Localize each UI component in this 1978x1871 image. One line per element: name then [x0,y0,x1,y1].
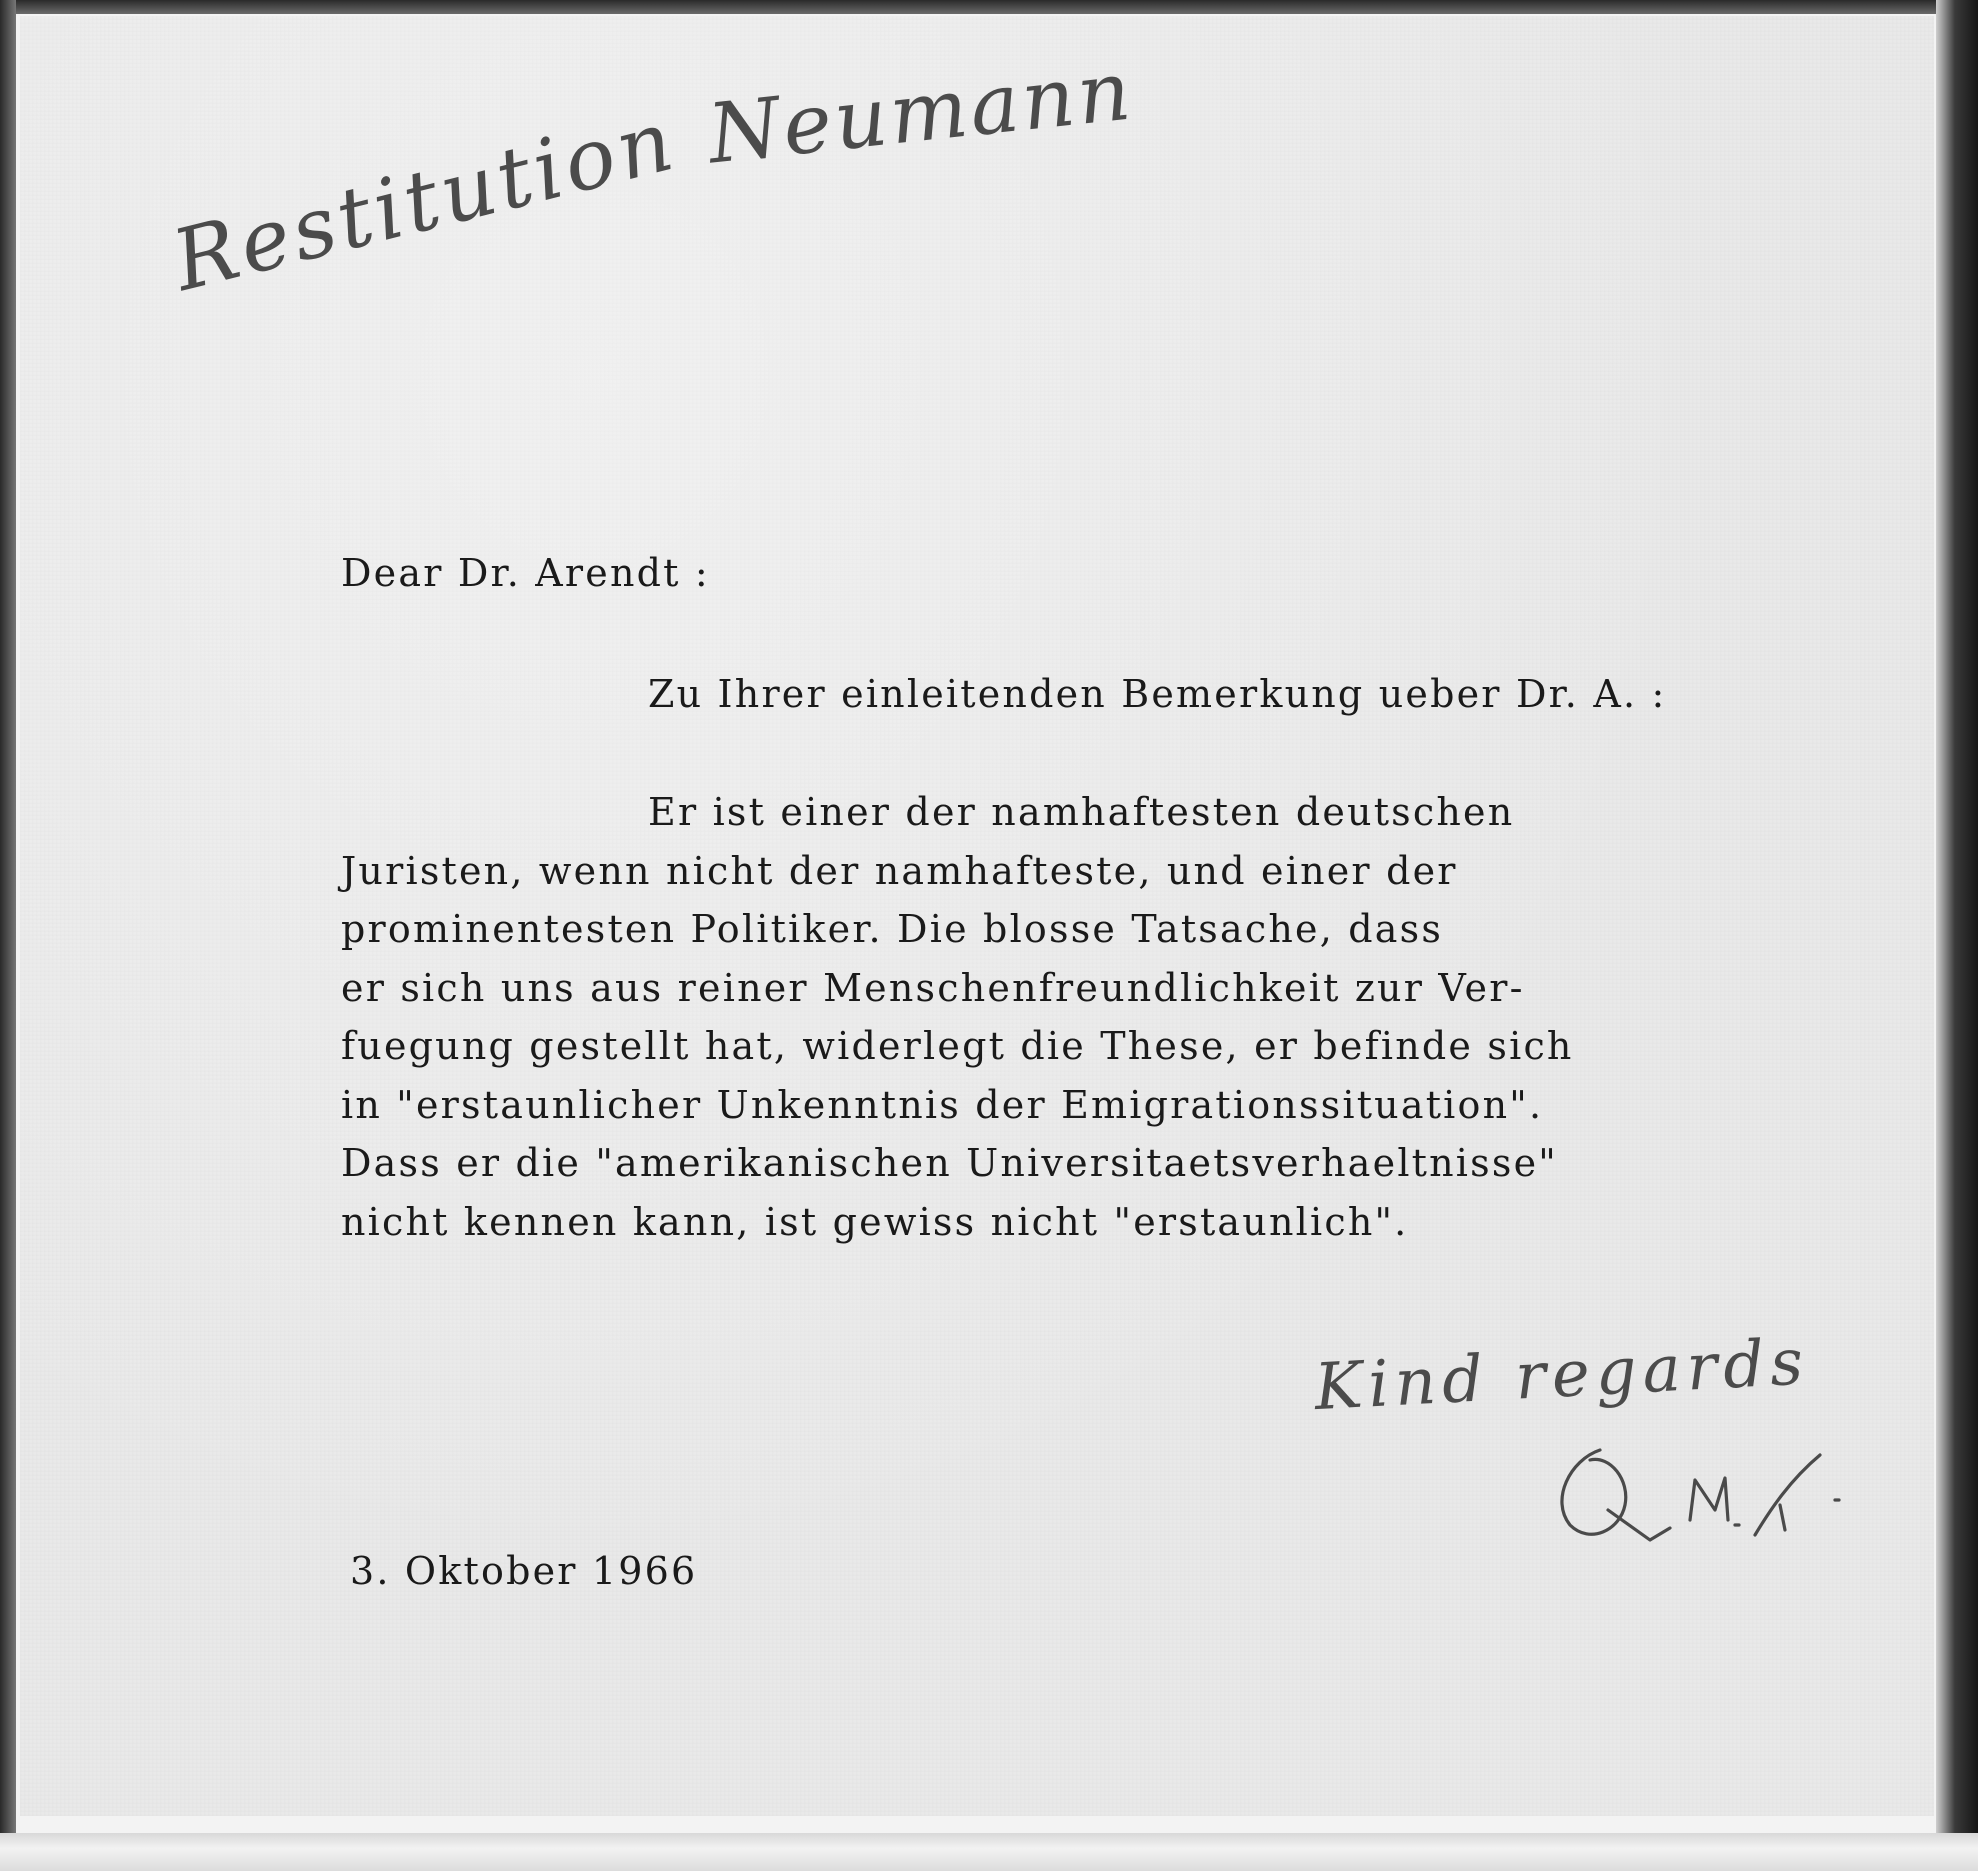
svg-text:Kind regards: Kind regards [1312,1325,1811,1426]
scan-border-left [0,0,16,1871]
body-line: er sich uns aus reiner Menschenfreundlichkeit zur Ver- [341,965,1525,1010]
letter-body [341,783,1574,1251]
body-line: Er ist einer der namhaftesten deutschen [648,790,1515,834]
body-line: Dass er die "amerikanischen Universitaetsverhaeltnisse" [341,1141,1558,1185]
svg-text:Restitution: Restitution [163,90,686,310]
svg-text:Neumann: Neumann [703,43,1138,183]
salutation: Dear Dr. Arendt : [341,551,710,595]
letter-date: 3. Oktober 1966 [350,1549,698,1593]
intro-line: Zu Ihrer einleitenden Bemerkung ueber Dr. A. : [648,672,1667,716]
body-line: prominentesten Politiker. Die blosse Tatsache, dass [341,907,1444,951]
handwritten-signature [1530,1410,1870,1560]
body-line: fuegung gestellt hat, widerlegt die These, er befinde sich [341,1024,1574,1068]
scan-border-right [1936,0,1978,1871]
scan-border-top [0,0,1978,14]
handwritten-note [130,43,1138,310]
body-line: in "erstaunlicher Unkenntnis der Emigrationssituation". [341,1082,1544,1127]
scan-border-bottom [0,1833,1978,1871]
body-line: Juristen, wenn nicht der namhafteste, und einer der [341,848,1458,893]
body-line: nicht kennen kann, ist gewiss nicht "erstaunlich". [341,1199,1409,1244]
